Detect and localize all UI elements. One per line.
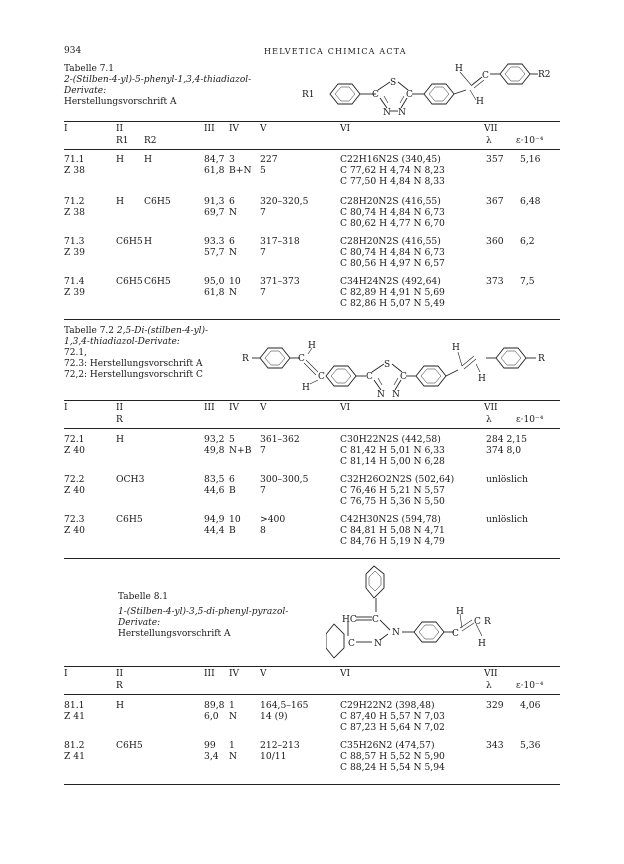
- row-eps: 7,5: [520, 276, 535, 287]
- table2-c2: C: [318, 372, 325, 382]
- row-ref: Z 40: [64, 525, 85, 536]
- row-number: 72.2: [64, 474, 85, 485]
- table3-sub-eps: ε·10⁻⁴: [516, 681, 544, 691]
- table1-c1: C: [372, 90, 379, 100]
- table2-c3: C: [366, 372, 373, 382]
- table1-sub-r2: R2: [144, 136, 157, 146]
- row-iv-a: 1: [229, 740, 235, 751]
- row-number: 81.2: [64, 740, 85, 751]
- table3-c-bottom: C: [348, 639, 355, 649]
- row-formula: C28H20N2S (416,55): [340, 196, 441, 207]
- table1-col-ii: II: [116, 124, 124, 134]
- table3-method: Herstellungsvorschrift A: [118, 629, 231, 639]
- row-lambda: 329: [486, 700, 504, 711]
- table2-c4: C: [400, 372, 407, 382]
- row-iii-b: 61,8: [204, 165, 225, 176]
- row-iv-b: N: [229, 207, 238, 218]
- row-iii-a: 89,8: [204, 700, 225, 711]
- table2-method-line3: 72,2: Herstellungsvorschrift C: [64, 370, 203, 380]
- row-iv-b: N: [229, 711, 238, 722]
- row-iv-a: 6: [229, 474, 235, 485]
- table2-h4: H: [478, 374, 486, 384]
- row-iii-b: 69,7: [204, 207, 225, 218]
- row-v-b: 7: [260, 207, 266, 218]
- row-uv-a: unlöslich: [486, 474, 528, 485]
- row-uv-a: unlöslich: [486, 514, 528, 525]
- row-eps: 4,06: [520, 700, 541, 711]
- row-eps: 6,2: [520, 236, 535, 247]
- table1-col-vii: VII: [484, 124, 498, 134]
- row-ref: Z 38: [64, 207, 85, 218]
- table3-top-rule: [64, 666, 560, 667]
- table3-title-line2: Derivate:: [118, 618, 161, 628]
- row-lambda: 373: [486, 276, 504, 287]
- row-iii-b: 6,0: [204, 711, 219, 722]
- table3-c-top: C: [372, 615, 379, 625]
- row-lambda: 367: [486, 196, 504, 207]
- table3-hc: HC: [342, 615, 357, 625]
- row-eps: 5,36: [520, 740, 541, 751]
- table1-h-bottom: H: [476, 97, 484, 107]
- table2-r-left: R: [242, 354, 249, 364]
- row-r1: C6H5: [116, 236, 143, 247]
- table1-method: Herstellungsvorschrift A: [64, 97, 177, 107]
- table1-sub-eps: ε·10⁻⁴: [516, 136, 544, 146]
- row-r2: H: [144, 236, 153, 247]
- table1-col-i: I: [64, 124, 68, 134]
- table2-r-right: R: [538, 354, 545, 364]
- table1-h-top: H: [455, 64, 463, 74]
- table3-caption: Tabelle 8.1: [118, 592, 169, 602]
- row-formula: C28H20N2S (416,55): [340, 236, 441, 247]
- journal-name: HELVETICA CHIMICA ACTA: [264, 47, 407, 56]
- row-analysis-calc: C 77,62 H 4,74 N 8,23: [340, 165, 445, 176]
- row-r: H: [116, 700, 125, 711]
- row-iii-a: 91,3: [204, 196, 225, 207]
- row-number: 71.2: [64, 196, 85, 207]
- table3-col-i: I: [64, 669, 68, 679]
- row-r1: H: [116, 154, 125, 165]
- row-iv-b: B+N: [229, 165, 252, 176]
- row-analysis-found: C 84,76 H 5,19 N 4,79: [340, 536, 445, 547]
- row-formula: C42H30N2S (594,78): [340, 514, 441, 525]
- row-analysis-found: C 87,23 H 5,64 N 7,02: [340, 722, 445, 733]
- table1-c3: C: [482, 71, 489, 81]
- row-number: 72.3: [64, 514, 85, 525]
- table1-col-v: V: [260, 124, 267, 134]
- table2-sub-lambda: λ: [486, 415, 492, 425]
- table3-r: R: [484, 617, 491, 627]
- row-iii-b: 57,7: [204, 247, 225, 258]
- table2-col-iv: IV: [229, 403, 240, 413]
- table3-col-v: V: [260, 669, 267, 679]
- table2-n1: N: [377, 390, 385, 398]
- row-iii-a: 94,9: [204, 514, 225, 525]
- table1-s: S: [390, 78, 397, 88]
- row-iii-a: 84,7: [204, 154, 225, 165]
- table3-sub-lambda: λ: [486, 681, 492, 691]
- row-iv-b: B: [229, 525, 236, 536]
- table2-title-line1: 2,5-Di-(stilben-4-yl)-: [116, 326, 209, 336]
- row-ref: Z 41: [64, 711, 85, 722]
- row-v-a: 361–362: [260, 434, 300, 445]
- row-v-b: 7: [260, 485, 266, 496]
- table2-method-line2: 72.3: Herstellungsvorschrift A: [64, 359, 203, 369]
- table3-sub-r: R: [116, 681, 123, 691]
- table1-c2: C: [406, 90, 413, 100]
- row-iv-b: B: [229, 485, 236, 496]
- row-lambda: 360: [486, 236, 504, 247]
- row-r: C6H5: [116, 740, 143, 751]
- row-v-a: 227: [260, 154, 278, 165]
- row-formula: C22H16N2S (340,45): [340, 154, 441, 165]
- table1-col-iv: IV: [229, 124, 240, 134]
- row-v-b: 7: [260, 445, 266, 456]
- table2-sub-r: R: [116, 415, 123, 425]
- table1-col-vi: VI: [340, 124, 351, 134]
- row-formula: C34H24N2S (492,64): [340, 276, 441, 287]
- row-r1: C6H5: [116, 276, 143, 287]
- row-r: H: [116, 434, 125, 445]
- row-formula: C35H26N2 (474,57): [340, 740, 435, 751]
- table2-h3: H: [452, 343, 460, 353]
- table2-h2: H: [302, 383, 310, 393]
- row-analysis-calc: C 81,42 H 5,01 N 6,33: [340, 445, 445, 456]
- table1-r1-label: R1: [302, 90, 315, 100]
- row-ref: Z 41: [64, 751, 85, 762]
- table3-n2: N: [374, 639, 382, 649]
- table1-title-line1: 2-(Stilben-4-yl)-5-phenyl-1,3,4-thiadiazol-: [64, 75, 252, 85]
- row-formula: C29H22N2 (398,48): [340, 700, 435, 711]
- row-v-b: 7: [260, 287, 266, 298]
- row-ref: Z 39: [64, 247, 85, 258]
- table1-title-line2: Derivate:: [64, 86, 107, 96]
- row-analysis-found: C 76,75 H 5,36 N 5,50: [340, 496, 445, 507]
- table2-top-rule: [64, 400, 560, 401]
- row-ref: Z 40: [64, 485, 85, 496]
- row-analysis-calc: C 80,74 H 4,84 N 6,73: [340, 247, 445, 258]
- row-iii-b: 3,4: [204, 751, 219, 762]
- row-analysis-calc: C 87,40 H 5,57 N 7,03: [340, 711, 445, 722]
- row-iv-a: 1: [229, 700, 235, 711]
- row-iv-a: 5: [229, 434, 235, 445]
- table3-heading: [118, 592, 288, 640]
- table2-caption: Tabelle 7.2: [64, 326, 115, 336]
- table2-sub-eps: ε·10⁻⁴: [516, 415, 544, 425]
- row-formula: C32H26O2N2S (502,64): [340, 474, 455, 485]
- table3-structure-diagram: [326, 562, 562, 666]
- table2-bottom-rule: [64, 558, 560, 559]
- table3-n1: N: [392, 628, 400, 638]
- table2-method-line1: 72.1,: [64, 348, 87, 358]
- row-ref: Z 38: [64, 165, 85, 176]
- row-formula: C30H22N2S (442,58): [340, 434, 441, 445]
- row-v-a: 212–213: [260, 740, 300, 751]
- row-iii-a: 83,5: [204, 474, 225, 485]
- row-analysis-found: C 88,24 H 5,54 N 5,94: [340, 762, 445, 773]
- row-v-b: 10/11: [260, 751, 287, 762]
- table3-bottom-rule: [64, 784, 560, 785]
- table3-col-vii: VII: [484, 669, 498, 679]
- row-iv-a: 6: [229, 236, 235, 247]
- table2-heading: [64, 326, 208, 381]
- row-analysis-calc: C 76,46 H 5,21 N 5,57: [340, 485, 445, 496]
- row-ref: Z 39: [64, 287, 85, 298]
- row-number: 71.1: [64, 154, 85, 165]
- table3-header-rule: [64, 694, 560, 695]
- row-r2: C6H5: [144, 276, 171, 287]
- table2-title-line2: 1,3,4-thiadiazol-Derivate:: [64, 337, 180, 347]
- row-v-a: 371–373: [260, 276, 300, 287]
- row-r: OCH3: [116, 474, 145, 485]
- row-lambda: 357: [486, 154, 504, 165]
- row-analysis-found: C 80,56 H 4,97 N 6,57: [340, 258, 445, 269]
- table2-header-rule: [64, 428, 560, 429]
- table3-h2: H: [478, 639, 486, 649]
- row-iv-a: 10: [229, 514, 241, 525]
- table1-heading: [64, 64, 251, 108]
- row-analysis-calc: C 88,57 H 5,52 N 5,90: [340, 751, 445, 762]
- row-iii-a: 99: [204, 740, 216, 751]
- row-r2: C6H5: [144, 196, 171, 207]
- row-v-a: 320–320,5: [260, 196, 309, 207]
- row-uv-a: 284 2,15: [486, 434, 527, 445]
- row-iv-b: N: [229, 751, 238, 762]
- table1-header-rule: [64, 149, 560, 150]
- table1-bottom-rule: [64, 319, 560, 320]
- table1-sub-r1: R1: [116, 136, 129, 146]
- row-iv-a: 10: [229, 276, 241, 287]
- table2-col-i: I: [64, 403, 68, 413]
- table3-col-ii: II: [116, 669, 124, 679]
- table2-s: S: [384, 360, 391, 370]
- row-iii-b: 61,8: [204, 287, 225, 298]
- row-r: C6H5: [116, 514, 143, 525]
- table1-top-rule: [64, 121, 560, 122]
- row-lambda: 343: [486, 740, 504, 751]
- row-iii-b: 49,8: [204, 445, 225, 456]
- row-iv-b: N: [229, 287, 238, 298]
- row-ref: Z 40: [64, 445, 85, 456]
- table2-col-vi: VI: [340, 403, 351, 413]
- row-r2: H: [144, 154, 153, 165]
- row-v-a: 317–318: [260, 236, 300, 247]
- row-analysis-found: C 77,50 H 4,84 N 8,33: [340, 176, 445, 187]
- row-iii-a: 93,2: [204, 434, 225, 445]
- table2-col-ii: II: [116, 403, 124, 413]
- row-v-b: 5: [260, 165, 266, 176]
- row-iv-a: 6: [229, 196, 235, 207]
- row-analysis-calc: C 82,89 H 4,91 N 5,69: [340, 287, 445, 298]
- row-iv-b: N+B: [229, 445, 252, 456]
- row-v-b: 8: [260, 525, 266, 536]
- table2-col-v: V: [260, 403, 267, 413]
- row-number: 71.4: [64, 276, 85, 287]
- row-analysis-found: C 80,62 H 4,77 N 6,70: [340, 218, 445, 229]
- row-v-a: 300–300,5: [260, 474, 309, 485]
- row-analysis-found: C 81,14 H 5,00 N 6,28: [340, 456, 445, 467]
- row-number: 71.3: [64, 236, 85, 247]
- table2-col-iii: III: [204, 403, 215, 413]
- table1-sub-lambda: λ: [486, 136, 492, 146]
- row-r1: H: [116, 196, 125, 207]
- row-iv-b: N: [229, 247, 238, 258]
- row-v-a: 164,5–165: [260, 700, 309, 711]
- table3-c-vinyl2: C: [474, 617, 481, 627]
- row-v-b: 7: [260, 247, 266, 258]
- row-analysis-calc: C 84,81 H 5,08 N 4,71: [340, 525, 445, 536]
- page-header: [64, 46, 564, 58]
- table1-caption: Tabelle 7.1: [64, 64, 115, 74]
- table1-col-iii: III: [204, 124, 215, 134]
- row-iii-a: 93.3: [204, 236, 225, 247]
- table1-n2: N: [398, 108, 406, 118]
- table1-structure-diagram: [300, 60, 562, 120]
- page-number: 934: [64, 46, 82, 56]
- table1-r2-label: R2: [538, 70, 551, 80]
- table2-col-vii: VII: [484, 403, 498, 413]
- row-eps: 6,48: [520, 196, 541, 207]
- row-eps: 5,16: [520, 154, 541, 165]
- table2-c1: C: [298, 354, 305, 364]
- table3-col-iv: IV: [229, 669, 240, 679]
- row-iv-a: 3: [229, 154, 235, 165]
- row-analysis-calc: C 80,74 H 4,84 N 6,73: [340, 207, 445, 218]
- table2-structure-diagram: [240, 336, 564, 398]
- table2-n2: N: [392, 390, 400, 398]
- row-iii-b: 44,6: [204, 485, 225, 496]
- table3-title-line1: 1-(Stilben-4-yl)-3,5-di-phenyl-pyrazol-: [118, 607, 289, 617]
- row-number: 81.1: [64, 700, 85, 711]
- table3-col-iii: III: [204, 669, 215, 679]
- row-iii-a: 95,0: [204, 276, 225, 287]
- table2-h1: H: [308, 341, 316, 351]
- row-uv-b: 374 8,0: [486, 445, 522, 456]
- table3-h1: H: [456, 607, 464, 617]
- row-v-b: 14 (9): [260, 711, 288, 722]
- table3-c-vinyl1: C: [452, 629, 459, 639]
- row-number: 72.1: [64, 434, 85, 445]
- row-iii-b: 44,4: [204, 525, 225, 536]
- table3-col-vi: VI: [340, 669, 351, 679]
- row-v-a: >400: [260, 514, 286, 525]
- table1-n1: N: [383, 108, 391, 118]
- row-analysis-found: C 82,86 H 5,07 N 5,49: [340, 298, 445, 309]
